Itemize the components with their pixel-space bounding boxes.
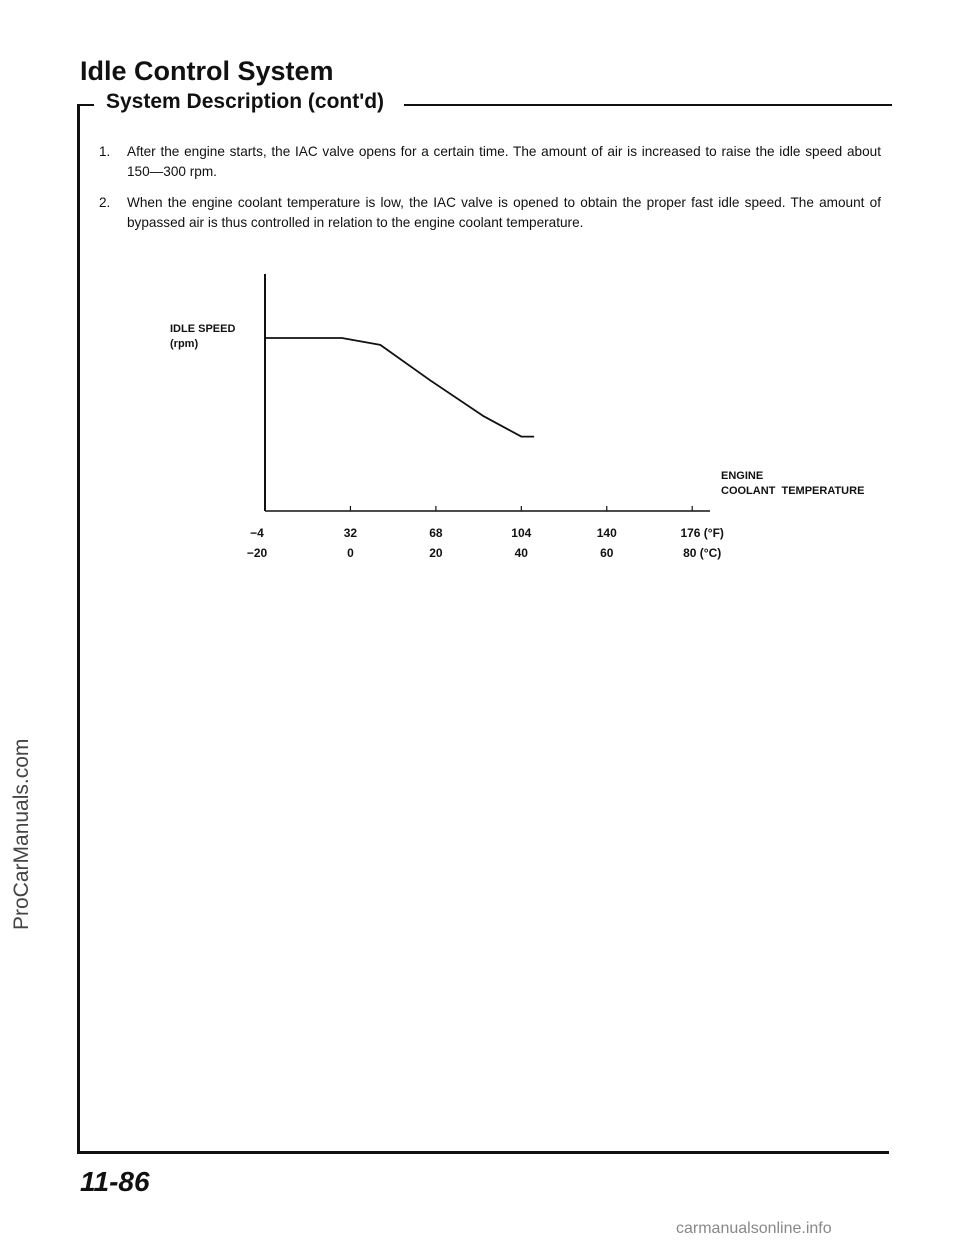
x-tick-label-f-5: 176 (°F) <box>680 526 724 540</box>
x-tick-label-f-0: −4 <box>250 526 264 540</box>
x-label-line-2: COOLANT TEMPERATURE <box>721 485 865 497</box>
series-line <box>265 338 534 437</box>
page-number: 11-86 <box>80 1166 150 1197</box>
x-tick-label-c-3: 40 <box>514 546 528 560</box>
x-tick-label-c-4: 60 <box>600 546 614 560</box>
x-tick-label-c-2: 20 <box>429 546 443 560</box>
y-label-line-1: IDLE SPEED <box>170 323 236 335</box>
section-title: System Description (cont'd) <box>106 90 385 113</box>
footer-site-text: carmanualsonline.info <box>676 1220 832 1237</box>
x-label-line-1: ENGINE <box>721 470 764 482</box>
paragraph-2-text: When the engine coolant temperature is low, the IAC valve is opened to obtain the proper fast idle speed. The amount of bypassed air is thus controlled in relation to the engine coolant temperature. <box>127 195 881 230</box>
frame-top-left-tick <box>78 104 94 106</box>
paragraph-2-number: 2. <box>99 195 111 210</box>
x-tick-label-f-2: 68 <box>429 526 443 540</box>
x-tick-label-c-5: 80 (°C) <box>683 546 722 560</box>
idle-speed-chart <box>0 260 960 590</box>
paragraph-1-number: 1. <box>99 144 111 159</box>
paragraph-1-text: After the engine starts, the IAC valve opens for a certain time. The amount of air is increased to raise the idle speed about 150—300 rpm. <box>127 144 881 179</box>
paragraph-2 <box>99 193 881 233</box>
x-tick-label-c-1: 0 <box>347 546 354 560</box>
x-tick-label-f-4: 140 <box>596 526 617 540</box>
x-tick-label-c-0: −20 <box>246 546 268 560</box>
x-tick-label-f-3: 104 <box>511 526 532 540</box>
paragraph-1 <box>99 142 881 182</box>
x-tick-label-f-1: 32 <box>343 526 358 540</box>
watermark-text: ProCarManuals.com <box>10 738 33 930</box>
frame-top-rule <box>404 104 892 106</box>
y-label-line-2: (rpm) <box>170 338 199 350</box>
frame-bottom-rule <box>77 1151 889 1154</box>
document-title: Idle Control System <box>80 56 334 86</box>
